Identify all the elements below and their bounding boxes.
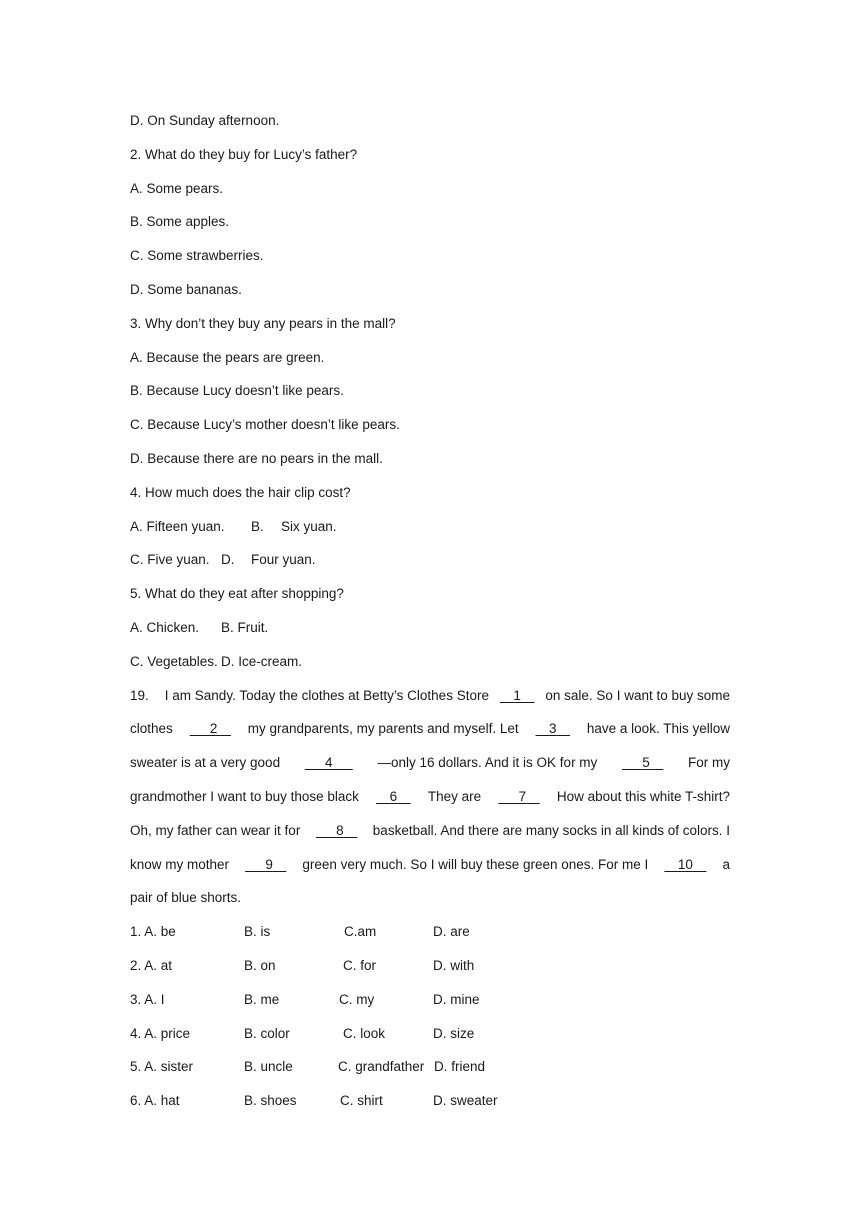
- passage-line: [130, 718, 730, 752]
- choice-row: [130, 989, 730, 1023]
- choice-c: C. for: [343, 957, 377, 973]
- question-4: 4. How much does the hair clip cost?: [130, 484, 351, 500]
- choice-row: [130, 1090, 730, 1124]
- choice-d: D. size: [433, 1025, 475, 1041]
- option-line: A. Some pears.: [130, 180, 224, 196]
- question-3: 3. Why don’t they buy any pears in the mall?: [130, 315, 396, 331]
- choice-d: D. mine: [433, 991, 480, 1007]
- choice-c: C. my: [339, 991, 375, 1007]
- blank-2: 2: [209, 721, 218, 737]
- option-line: C. Some strawberries.: [130, 248, 264, 264]
- choice-d: D. with: [433, 957, 475, 973]
- choice-row: [130, 955, 730, 989]
- section-number: 19.: [130, 687, 149, 703]
- choice-row: [130, 921, 730, 955]
- document-page: [130, 110, 730, 1124]
- choice-c: C. grandfather: [338, 1059, 425, 1075]
- blank-9: 9: [265, 856, 273, 872]
- choice-a: 1. A. be: [130, 924, 176, 940]
- passage-text: have a look. This yellow: [586, 721, 730, 737]
- question-5: 5. What do they eat after shopping?: [130, 586, 344, 602]
- text-line: D. On Sunday afternoon.: [130, 113, 280, 128]
- option-c: C. Five yuan.: [130, 552, 210, 568]
- option-c: C. Vegetables.: [130, 653, 218, 669]
- option-d: D. Ice-cream.: [221, 653, 303, 669]
- choice-b: B. is: [244, 924, 271, 940]
- choice-b: B. shoes: [244, 1093, 297, 1109]
- choice-d: D. are: [433, 924, 470, 940]
- passage-line: [130, 854, 730, 888]
- q4-options-row-1: [130, 516, 730, 550]
- passage-text: sweater is at a very good: [130, 755, 281, 771]
- option-line: B. Because Lucy doesn’t like pears.: [130, 383, 344, 399]
- blank-5: 5: [642, 755, 650, 771]
- question-2: 2. What do they buy for Lucy’s father?: [130, 146, 358, 162]
- option-b-text: Six yuan.: [281, 518, 337, 534]
- option-line: D. Some bananas.: [130, 281, 242, 297]
- passage-text: know my mother: [130, 856, 230, 872]
- choice-a: 2. A. at: [130, 957, 173, 973]
- passage-text: They are: [427, 788, 482, 804]
- passage-text: Oh, my father can wear it for: [130, 822, 301, 838]
- choice-row: [130, 1023, 730, 1057]
- blank-3: 3: [549, 721, 557, 737]
- option-line: A. Because the pears are green.: [130, 349, 325, 365]
- choice-b: B. me: [244, 991, 280, 1007]
- passage-text: clothes: [130, 721, 173, 737]
- option-line: B. Some apples.: [130, 214, 230, 230]
- choice-c: C.am: [344, 924, 377, 940]
- q4-options-row-2: [130, 549, 730, 583]
- blank-10: 10: [677, 856, 693, 872]
- option-a: A. Fifteen yuan.: [130, 518, 225, 534]
- passage-text: I am Sandy. Today the clothes at Betty’s Clothes Store: [164, 687, 489, 703]
- option-d-text: Four yuan.: [251, 552, 316, 568]
- passage-line: [130, 820, 730, 854]
- choice-b: B. on: [244, 957, 276, 973]
- passage-text: —only 16 dollars. And it is OK for my: [377, 755, 598, 771]
- option-line: D. Because there are no pears in the mall.: [130, 450, 383, 466]
- choice-d: D. sweater: [433, 1093, 498, 1109]
- passage-line: [130, 752, 730, 786]
- blank-6: 6: [389, 788, 398, 804]
- q5-options-row-1: [130, 617, 730, 651]
- passage-text: grandmother I want to buy those black: [130, 788, 359, 804]
- passage-text: How about this white T-shirt?: [556, 788, 730, 804]
- option-b-letter: B.: [251, 518, 264, 534]
- blank-4: 4: [325, 755, 333, 771]
- passage-line: [130, 887, 730, 921]
- blank-7: 7: [518, 788, 527, 804]
- passage-line: [130, 786, 730, 820]
- choice-row: [130, 1056, 730, 1090]
- choice-b: B. color: [244, 1025, 290, 1041]
- cloze-passage: [130, 685, 730, 922]
- choice-a: 4. A. price: [130, 1025, 191, 1041]
- option-line: C. Because Lucy’s mother doesn’t like pears.: [130, 417, 400, 433]
- option-a: A. Chicken.: [130, 619, 200, 635]
- choice-a: 6. A. hat: [130, 1093, 180, 1109]
- passage-text: a: [722, 856, 730, 872]
- choice-d: D. friend: [434, 1059, 486, 1075]
- choice-a: 5. A. sister: [130, 1059, 194, 1075]
- passage-text: pair of blue shorts.: [130, 890, 242, 906]
- choice-c: C. shirt: [340, 1093, 383, 1109]
- blank-8: 8: [336, 822, 344, 838]
- blank-1: 1: [513, 687, 521, 703]
- passage-text: basketball. And there are many socks in all kinds of colors. I: [372, 822, 730, 838]
- passage-line: [130, 685, 730, 719]
- q5-options-row-2: [130, 651, 730, 685]
- passage-text: green very much. So I will buy these green ones. For me I: [302, 856, 649, 872]
- option-b: B. Fruit.: [221, 619, 269, 635]
- choice-c: C. look: [343, 1025, 386, 1041]
- passage-text: my grandparents, my parents and myself. Let: [247, 721, 519, 737]
- passage-text: For my: [687, 755, 730, 771]
- option-d-letter: D.: [221, 552, 235, 568]
- passage-text: on sale. So I want to buy some: [545, 687, 730, 703]
- choice-a: 3. A. I: [130, 991, 165, 1007]
- choice-b: B. uncle: [244, 1059, 293, 1075]
